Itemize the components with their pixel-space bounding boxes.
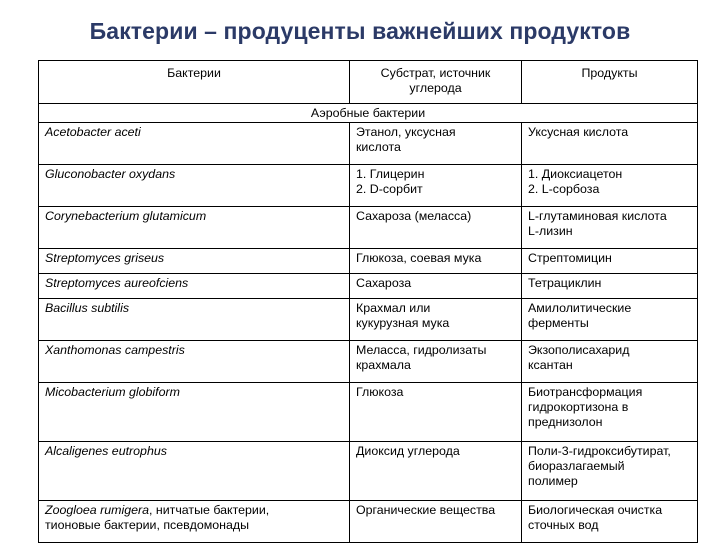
organism-name: Zoogloea rumigera — [45, 503, 150, 517]
substrate-cell: Крахмал или кукурузная мука — [350, 299, 522, 341]
organism-cell: Corynebacterium glutamicum — [39, 207, 350, 249]
substrate-cell: Сахароза — [350, 274, 522, 299]
table-row — [39, 442, 698, 501]
table-row — [39, 299, 698, 341]
products-cell: L-глутаминовая кислота L-лизин — [522, 207, 698, 249]
products-cell: Уксусная кислота — [522, 123, 698, 165]
substrate-cell: Этанол, уксусная кислота — [350, 123, 522, 165]
header-products: Продукты — [522, 61, 698, 104]
header-substrate: Субстрат, источник углерода — [350, 61, 522, 104]
table-row — [39, 274, 698, 299]
table-row — [39, 249, 698, 274]
products-cell: Биотрансформация гидрокортизона в преднизолон — [522, 383, 698, 442]
products-cell: Амилолитические ферменты — [522, 299, 698, 341]
products-cell: Экзополисахарид ксантан — [522, 341, 698, 383]
header-bacteria: Бактерии — [39, 61, 350, 104]
substrate-cell: Сахароза (меласса) — [350, 207, 522, 249]
table-row — [39, 123, 698, 165]
organism-cell: Acetobacter aceti — [39, 123, 350, 165]
products-cell: 1. Диоксиацетон 2. L-сорбоза — [522, 165, 698, 207]
products-cell: Биологическая очистка сточных вод — [522, 501, 698, 543]
organism-cell: Alcaligenes eutrophus — [39, 442, 350, 501]
products-cell: Тетрациклин — [522, 274, 698, 299]
substrate-cell: Меласса, гидролизаты крахмала — [350, 341, 522, 383]
organism-cell: Gluconobacter oxydans — [39, 165, 350, 207]
table-row — [39, 165, 698, 207]
substrate-cell: Глюкоза, соевая мука — [350, 249, 522, 274]
organism-cell: Bacillus subtilis — [39, 299, 350, 341]
section-aerobic: Аэробные бактерии — [39, 104, 698, 123]
page-title: Бактерии – продуценты важнейших продуктов — [89, 18, 631, 44]
substrate-cell: Органические вещества — [350, 501, 522, 543]
organism-cell: Zoogloea rumigera, нитчатые бактерии, тионовые бактерии, псевдомонады — [39, 501, 350, 543]
products-cell: Стрептомицин — [522, 249, 698, 274]
substrate-cell: Диоксид углерода — [350, 442, 522, 501]
products-cell: Поли-3-гидроксибутират, биоразлагаемый полимер — [522, 442, 698, 501]
table-row — [39, 383, 698, 442]
table-row — [39, 207, 698, 249]
organism-cell: Xanthomonas campestris — [39, 341, 350, 383]
substrate-cell: Глюкоза — [350, 383, 522, 442]
table-row — [39, 501, 698, 543]
organism-cell: Streptomyces aureofciens — [39, 274, 350, 299]
substrate-cell: 1. Глицерин 2. D-сорбит — [350, 165, 522, 207]
table-row — [39, 341, 698, 383]
organism-cell: Micobacterium globiform — [39, 383, 350, 442]
bacteria-table — [38, 60, 698, 543]
organism-cell: Streptomyces griseus — [39, 249, 350, 274]
